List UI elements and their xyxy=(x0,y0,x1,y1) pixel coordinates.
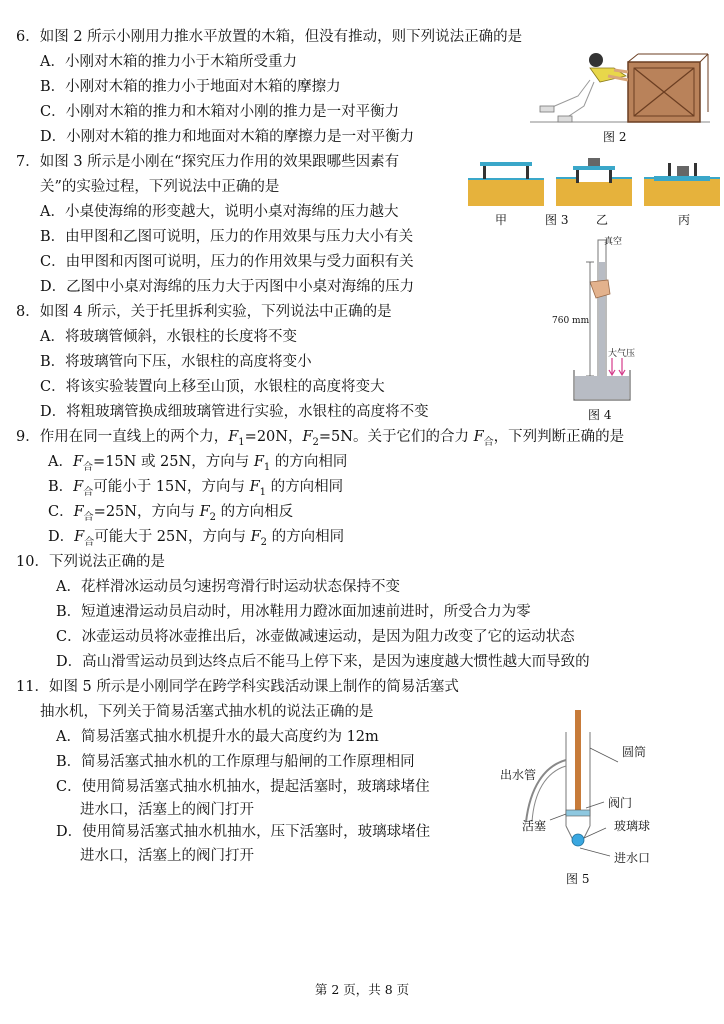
figure-2-caption: 图 2 xyxy=(603,130,627,144)
q7-stem-line2: 关”的实验过程，下列说法中正确的是 xyxy=(40,179,280,195)
q9-d-sub: 合 xyxy=(84,536,95,548)
q9-f2-sub: 2 xyxy=(312,436,319,448)
q9-d-ref: F xyxy=(250,529,261,545)
q9-fsum-sub: 合 xyxy=(483,436,494,448)
q9-a-sym: F xyxy=(72,454,84,470)
q6-stem: 6．如图 2 所示小刚用力推水平放置的木箱，但没有推动，则下列说法正确的是 xyxy=(16,29,523,45)
q7-option-a: A．小桌使海绵的形变越大，说明小桌对海绵的压力越大 xyxy=(40,204,399,220)
q9-c-ref: F xyxy=(199,504,210,520)
q9-a-refsub: 1 xyxy=(263,461,271,473)
figure-3-sponge-experiments xyxy=(468,156,720,208)
q9-b-sym: F xyxy=(73,479,84,495)
figure-5-piston-pump xyxy=(498,702,678,866)
figure-5-label-valve: 阀门 xyxy=(608,796,633,810)
q9-fsum-symbol: F xyxy=(473,429,484,445)
q6-option-b: B．小刚对木箱的推力小于地面对木箱的摩擦力 xyxy=(40,79,341,95)
q9-a-tail: 的方向相同 xyxy=(270,454,348,470)
q9-d-text: 可能大于 25N，方向与 xyxy=(94,529,251,545)
q9-b-letter: B． xyxy=(48,479,74,495)
q9-option-a xyxy=(48,452,347,478)
q8-option-c: C．将该实验装置向上移至山顶，水银柱的高度将变大 xyxy=(40,379,385,395)
q9-f1-symbol: F xyxy=(228,429,239,445)
q9-c-sym: F xyxy=(73,504,84,520)
q10-option-d: D．高山滑雪运动员到达终点后不能马上停下来，是因为速度越大惯性越大而导致的 xyxy=(56,654,590,670)
q11-stem-line2: 抽水机，下列关于简易活塞式抽水机的说法正确的是 xyxy=(40,704,374,720)
q9-a-ref: F xyxy=(253,454,264,470)
q9-option-d xyxy=(48,527,344,553)
figure-3-label-jia: 甲 xyxy=(495,213,508,227)
q6-option-c: C．小刚对木箱的推力和木箱对小刚的推力是一对平衡力 xyxy=(40,104,400,120)
q10-option-a: A．花样滑冰运动员匀速拐弯滑行时运动状态保持不变 xyxy=(56,579,400,595)
q9-b-sub: 合 xyxy=(83,486,94,498)
q7-option-d: D．乙图中小桌对海绵的压力大于丙图中小桌对海绵的压力 xyxy=(40,279,415,295)
q9-d-tail: 的方向相同 xyxy=(267,529,345,545)
q11-option-c-line1: C．使用简易活塞式抽水机抽水，提起活塞时，玻璃球堵住 xyxy=(56,779,430,795)
q11-option-d-line1: D．使用简易活塞式抽水机抽水，压下活塞时，玻璃球堵住 xyxy=(56,824,431,840)
q10-option-c: C．冰壶运动员将冰壶推出后，冰壶做减速运动，是因为阻力改变了它的运动状态 xyxy=(56,629,575,645)
q9-d-refsub: 2 xyxy=(260,536,267,548)
q9-stem xyxy=(16,427,624,453)
figure-3-label-yi: 乙 xyxy=(596,213,609,227)
figure-3-caption: 图 3 xyxy=(545,213,569,227)
q7-stem-line1: 7．如图 3 所示是小刚在“探究压力作用的效果跟哪些因素有 xyxy=(16,154,400,170)
figure-3-label-bing: 丙 xyxy=(678,213,691,227)
q9-f2-symbol: F xyxy=(302,429,313,445)
q8-option-b: B．将玻璃管向下压，水银柱的高度将变小 xyxy=(40,354,312,370)
q7-option-b: B．由甲图和乙图可说明，压力的作用效果与压力大小有关 xyxy=(40,229,414,245)
q9-f2-value: =5N。关于它们的合力 xyxy=(318,429,474,445)
q11-option-c-line2: 进水口，活塞上的阀门打开 xyxy=(80,802,254,818)
figure-4-label-vacuum: 真空 xyxy=(604,237,623,247)
q9-stem-suffix: ，下列判断正确的是 xyxy=(493,429,625,445)
figure-5-label-cylinder: 圆筒 xyxy=(622,745,647,759)
figure-5-label-outlet: 出水管 xyxy=(500,768,537,782)
q11-option-a: A．简易活塞式抽水机提升水的最大高度约为 12m xyxy=(56,729,379,745)
figure-5-label-ball: 玻璃球 xyxy=(614,819,651,833)
q9-b-refsub: 1 xyxy=(259,486,267,498)
q9-c-text: =25N，方向与 xyxy=(93,504,200,520)
q7-option-c: C．由甲图和丙图可说明，压力的作用效果与受力面积有关 xyxy=(40,254,414,270)
q9-a-letter: A． xyxy=(48,454,73,470)
q9-c-refsub: 2 xyxy=(209,511,217,523)
figure-5-caption: 图 5 xyxy=(566,872,590,886)
figure-5-label-piston: 活塞 xyxy=(522,819,547,833)
page-footer: 第 2 页，共 8 页 xyxy=(314,982,410,997)
q6-option-d: D．小刚对木箱的推力和地面对木箱的摩擦力是一对平衡力 xyxy=(40,129,415,145)
q9-c-sub: 合 xyxy=(83,511,94,523)
q9-d-letter: D． xyxy=(48,529,75,545)
figure-4-caption: 图 4 xyxy=(588,408,612,422)
q9-c-tail: 的方向相反 xyxy=(216,504,294,520)
q8-stem: 8．如图 4 所示，关于托里拆利实验，下列说法中正确的是 xyxy=(16,304,392,320)
q10-option-b: B．短道速滑运动员启动时，用冰鞋用力蹬冰面加速前进时，所受合力为零 xyxy=(56,604,531,620)
figure-4-label-height: 760 mm xyxy=(552,316,590,326)
q9-option-b xyxy=(48,477,343,503)
q11-stem-line1: 11．如图 5 所示是小刚同学在跨学科实践活动课上制作的简易活塞式 xyxy=(16,679,459,695)
figure-4-label-pressure: 大气压 xyxy=(608,349,636,359)
q9-d-sym: F xyxy=(74,529,85,545)
q9-c-letter: C． xyxy=(48,504,74,520)
q9-stem-prefix: 9．作用在同一直线上的两个力， xyxy=(16,429,229,445)
q9-b-ref: F xyxy=(249,479,260,495)
q9-a-sub: 合 xyxy=(83,461,94,473)
q11-option-d-line2: 进水口，活塞上的阀门打开 xyxy=(80,848,254,864)
figure-5-label-inlet: 进水口 xyxy=(614,851,651,865)
q9-b-tail: 的方向相同 xyxy=(266,479,344,495)
q10-stem: 10．下列说法正确的是 xyxy=(16,554,165,570)
q9-f1-sub: 1 xyxy=(238,436,245,448)
q9-b-text: 可能小于 15N，方向与 xyxy=(93,479,250,495)
q9-option-c xyxy=(48,502,293,528)
figure-2-boy-pushing-box xyxy=(530,46,710,126)
q9-f1-value: =20N， xyxy=(244,429,303,445)
q8-option-d: D．将粗玻璃管换成细玻璃管进行实验，水银柱的高度将不变 xyxy=(40,404,429,420)
q11-option-b: B．简易活塞式抽水机的工作原理与船闸的工作原理相同 xyxy=(56,754,415,770)
q9-a-text: =15N 或 25N，方向与 xyxy=(93,454,254,470)
q6-option-a: A．小刚对木箱的推力小于木箱所受重力 xyxy=(40,54,297,70)
q8-option-a: A．将玻璃管倾斜，水银柱的长度将不变 xyxy=(40,329,297,345)
